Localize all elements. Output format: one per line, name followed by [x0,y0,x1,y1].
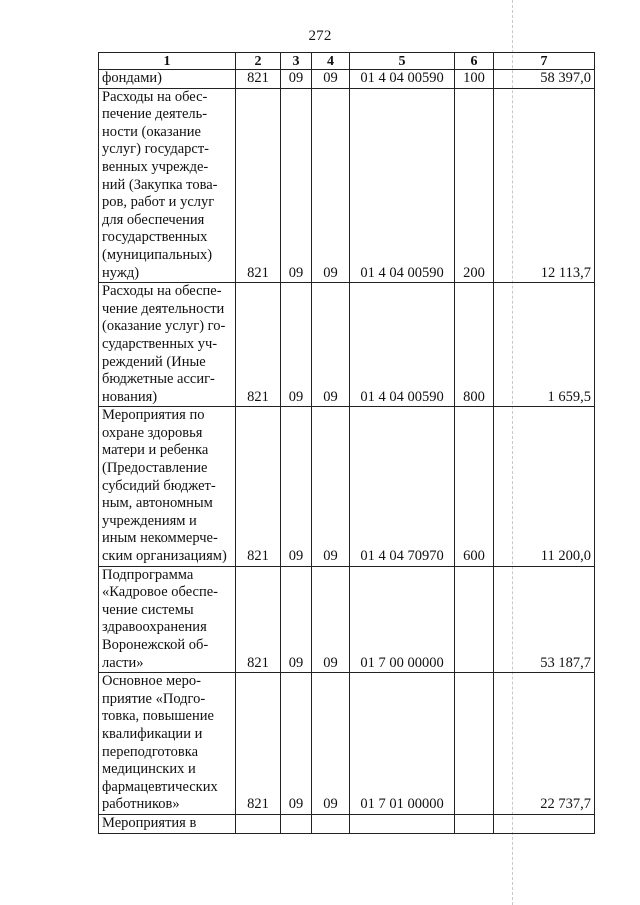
cell-name-line: работников» [102,796,180,813]
cell-c5: 01 4 04 00590 [350,70,455,89]
cell-c3: 09 [281,407,312,566]
header-col-4: 4 [312,53,350,70]
cell-c7: 11 200,0 [494,407,595,566]
table-row [99,407,595,566]
table-row [99,673,595,815]
cell-c3: 09 [281,283,312,407]
cell-name-line: нования) [102,388,158,405]
table-row [99,566,595,673]
table-row [99,283,595,407]
cell-c2 [236,814,281,833]
cell-name-line: товка, повышение [102,708,214,725]
cell-name-line: сударственных уч- [102,335,218,352]
cell-c4 [312,814,350,833]
cell-name-line: Расходы на обеспе- [102,283,222,300]
cell-name-line: ний (Закупка това- [102,176,218,193]
cell-name [99,407,236,566]
table-header-row [99,53,595,70]
cell-c5: 01 7 00 00000 [350,566,455,673]
cell-c6: 100 [455,70,494,89]
cell-name-line: учреждениям и [102,512,197,529]
cell-name-line: Воронежской об- [102,637,209,653]
cell-c4: 09 [312,70,350,89]
cell-name-line: квалификации и [102,725,203,742]
header-col-6: 6 [455,53,494,70]
cell-name-line: переподготовка [102,743,198,760]
cell-c7: 1 659,5 [494,283,595,407]
cell-c2: 821 [236,70,281,89]
cell-c4: 09 [312,673,350,815]
cell-name-line: Мероприятия по [102,407,205,424]
cell-c2: 821 [236,283,281,407]
cell-name [99,70,236,89]
header-col-3: 3 [281,53,312,70]
cell-name-line: здравоохранения [102,619,207,636]
table-row [99,88,595,283]
cell-name-line: фондами) [102,70,162,86]
cell-name-line: иным некоммерче- [102,530,218,547]
budget-table [98,52,595,834]
cell-name-line: бюджетные ассиг- [102,371,215,388]
cell-name-line: «Кадровое обеспе- [102,584,218,601]
table-row [99,814,595,833]
cell-name-line: чение системы [102,601,194,618]
cell-name-line: печение деятель- [102,106,208,123]
cell-name-line: ским организациям) [102,548,227,565]
cell-name-line: медицинских и [102,761,196,778]
cell-c7: 12 113,7 [494,88,595,283]
cell-name-line: реждений (Иные [102,353,206,370]
cell-c4: 09 [312,88,350,283]
cell-c4: 09 [312,283,350,407]
cell-name-line: ласти» [102,654,144,671]
cell-name [99,88,236,283]
cell-name-line: ности (оказание [102,123,201,140]
cell-name-line: чение деятельности [102,300,225,317]
cell-name-line: (оказание услуг) го- [102,318,226,335]
cell-name-line: государственных [102,229,208,246]
cell-c3: 09 [281,673,312,815]
cell-c7: 53 187,7 [494,566,595,673]
cell-c7: 58 397,0 [494,70,595,89]
cell-c7 [494,814,595,833]
cell-name-line: Мероприятия в [102,814,197,831]
cell-c5 [350,814,455,833]
cell-c6 [455,673,494,815]
cell-c3: 09 [281,88,312,283]
cell-c3: 09 [281,566,312,673]
page-number: 272 [308,28,332,44]
cell-name [99,814,236,833]
cell-name-line: для обеспечения [102,211,205,228]
cell-c5: 01 7 01 00000 [350,673,455,815]
cell-c5: 01 4 04 00590 [350,283,455,407]
table-row [99,70,595,89]
header-col-1: 1 [99,53,236,70]
cell-name-line: услуг) государст- [102,141,210,158]
cell-name-line: ров, работ и услуг [102,194,215,211]
cell-name-line: приятие «Подго- [102,690,206,707]
cell-name-line: венных учрежде- [102,158,209,175]
cell-name [99,673,236,815]
cell-c2: 821 [236,566,281,673]
cell-c3: 09 [281,70,312,89]
cell-c5: 01 4 04 00590 [350,88,455,283]
cell-name-line: Основное меро- [102,673,201,690]
cell-name-line: охране здоровья [102,424,203,441]
cell-c7: 22 737,7 [494,673,595,815]
cell-name-line: субсидий бюджет- [102,477,216,494]
cell-c6: 800 [455,283,494,407]
header-col-5: 5 [350,53,455,70]
cell-c6: 600 [455,407,494,566]
cell-name-line: Подпрограмма [102,566,194,583]
header-col-7: 7 [494,53,595,70]
cell-c4: 09 [312,407,350,566]
cell-c2: 821 [236,673,281,815]
cell-c3 [281,814,312,833]
cell-name-line: фармацевтических [102,778,218,795]
header-col-2: 2 [236,53,281,70]
cell-c2: 821 [236,407,281,566]
cell-c5: 01 4 04 70970 [350,407,455,566]
cell-c6 [455,814,494,833]
cell-name-line: (муниципальных) [102,246,213,263]
cell-name-line: (Предоставление [102,460,208,477]
cell-c4: 09 [312,566,350,673]
cell-name [99,283,236,407]
cell-c6 [455,566,494,673]
cell-name-line: матери и ребенка [102,442,209,459]
cell-name-line: нужд) [102,264,140,281]
cell-name-line: Расходы на обес- [102,88,208,105]
cell-name-line: ным, автономным [102,495,213,512]
cell-c6: 200 [455,88,494,283]
cell-c2: 821 [236,88,281,283]
cell-name [99,566,236,673]
